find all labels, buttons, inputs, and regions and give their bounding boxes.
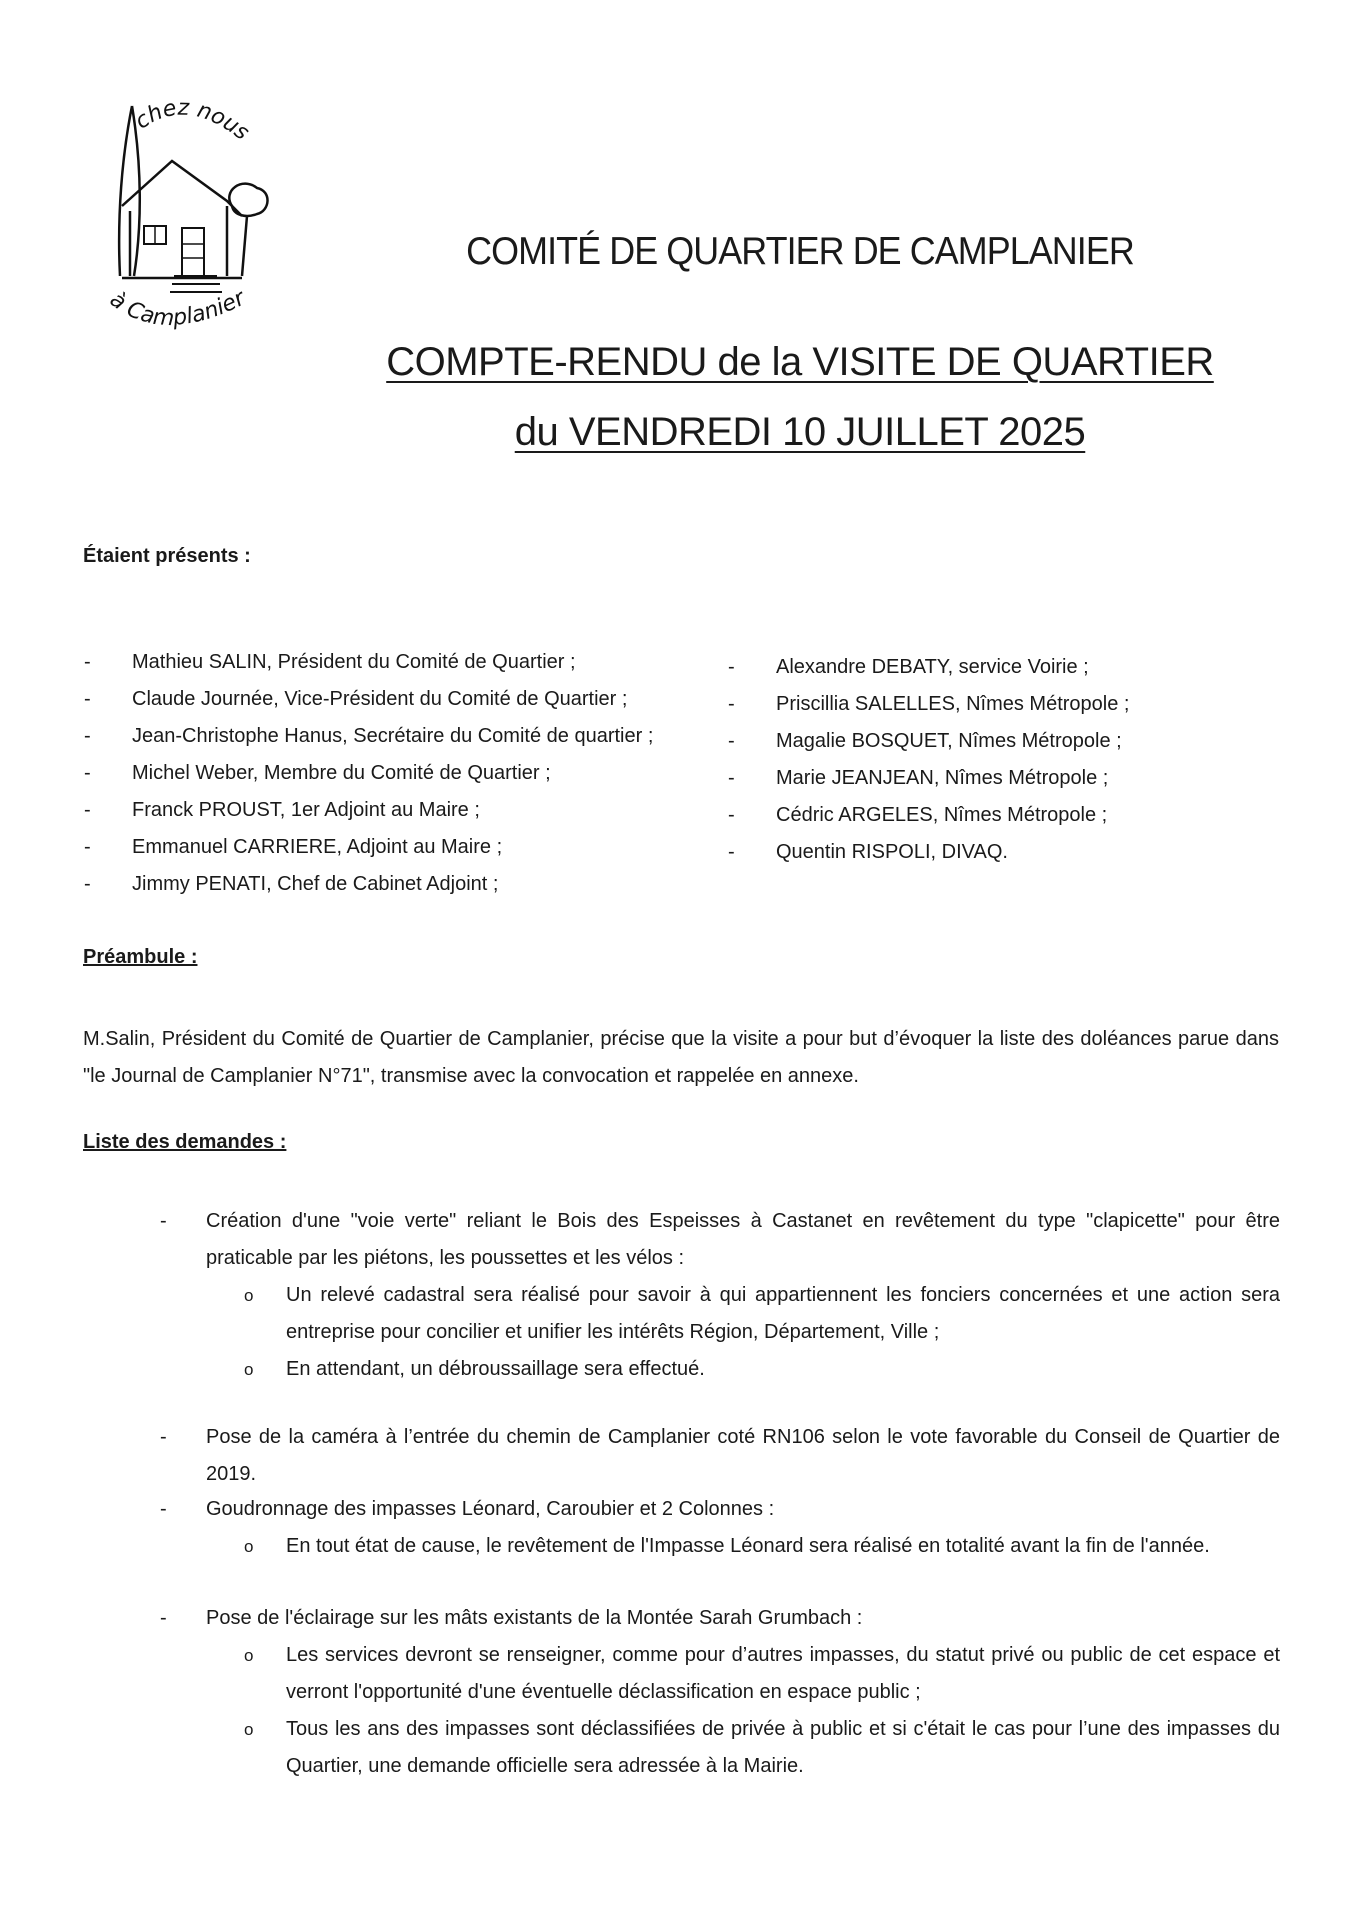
attendance-list-right (728, 655, 1129, 877)
request-subitem: o Tous les ans des impasses sont déclassifiées de privée à public et si c'était le cas pour l’une des impasses du Quartier, une demande officielle sera adressée à la Mairie. (244, 1718, 1280, 1777)
attendee: - Franck PROUST, 1er Adjoint au Maire ; (84, 799, 480, 821)
attendee: - Priscillia SALELLES, Nîmes Métropole ; (728, 693, 1130, 715)
request-subitem: o En attendant, un débroussaillage sera effectué. (244, 1358, 705, 1380)
request-item: - Pose de l'éclairage sur les mâts existants de la Montée Sarah Grumbach : o Les services devront se renseigner, comme pour d’autres impasses, du statut privé ou public de cet espace et verront l'opportunité d'une éventuelle déclassification en espace public ; o Tous les ans des impasses sont déclassifiées de privée à public et si c'était le cas pour l’une des impasses du Quartier, une demande officielle sera adressée à la Mairie. (160, 1600, 1280, 1785)
attendee: - Jimmy PENATI, Chef de Cabinet Adjoint ; (84, 873, 499, 895)
attendance-list-left (84, 650, 653, 909)
camplanier-logo (92, 96, 282, 356)
report-date: du VENDREDI 10 JUILLET 2025 (514, 410, 1086, 454)
svg-text:à Camplanier: à Camplanier (104, 285, 250, 332)
attendee: - Magalie BOSQUET, Nîmes Métropole ; (728, 730, 1122, 752)
request-item: - Création d'une "voie verte" reliant le Bois des Espeisses à Castanet en revêtement du type "clapicette" pour être praticable par les piétons, les poussettes et les vélos : o Un relevé cadastral sera réalisé pour savoir à qui appartiennent les fonciers concernées et une action sera entreprise pour concilier et unifier les intérêts Région, Département, Ville ; o En attendant, un débroussaillage sera effectué. (160, 1203, 1280, 1388)
attendee: - Emmanuel CARRIERE, Adjoint au Maire ; (84, 836, 503, 858)
request-item: - Pose de la caméra à l’entrée du chemin de Camplanier coté RN106 selon le vote favorable du Conseil de Quartier de 2019. (160, 1426, 1280, 1485)
attendee: - Alexandre DEBATY, service Voirie ; (728, 656, 1089, 678)
report-title: COMPTE-RENDU de la VISITE DE QUARTIER (386, 340, 1214, 384)
requests-heading: Liste des demandes : (83, 1131, 287, 1153)
request-subitem: o Un relevé cadastral sera réalisé pour savoir à qui appartiennent les fonciers concernées et une action sera entreprise pour concilier et unifier les intérêts Région, Département, Ville ; (244, 1284, 1280, 1343)
attendee: - Marie JEANJEAN, Nîmes Métropole ; (728, 767, 1109, 789)
request-item: - Goudronnage des impasses Léonard, Caroubier et 2 Colonnes : o En tout état de cause, le revêtement de l'Impasse Léonard sera réalisé en totalité avant la fin de l'année. (160, 1491, 1280, 1565)
attendee: - Jean-Christophe Hanus, Secrétaire du Comité de quartier ; (84, 725, 654, 747)
attendee: - Quentin RISPOLI, DIVAQ. (728, 841, 1008, 863)
org-title: COMITÉ DE QUARTIER DE CAMPLANIER (466, 230, 1134, 273)
request-subitem: o En tout état de cause, le revêtement de l'Impasse Léonard sera réalisé en totalité avant la fin de l'année. (244, 1535, 1210, 1557)
attendee: - Cédric ARGELES, Nîmes Métropole ; (728, 804, 1108, 826)
request-subitem: o Les services devront se renseigner, comme pour d’autres impasses, du statut privé ou public de cet espace et verront l'opportunité d'une éventuelle déclassification en espace public ; (244, 1644, 1280, 1703)
preamble-heading: Préambule : (83, 946, 198, 968)
attendee: - Claude Journée, Vice-Président du Comité de Quartier ; (84, 688, 628, 710)
attendance-heading: Étaient présents : (83, 545, 251, 567)
preamble-text: M.Salin, Président du Comité de Quartier de Camplanier, précise que la visite a pour but d’évoquer la liste des doléances parue dans "le Journal de Camplanier N°71", transmise avec la convocation et rappelée en annexe. (83, 1028, 1279, 1087)
attendee: - Mathieu SALIN, Président du Comité de Quartier ; (84, 651, 576, 673)
attendee: - Michel Weber, Membre du Comité de Quartier ; (84, 762, 551, 784)
svg-text:chez nous: chez nous (130, 96, 254, 146)
